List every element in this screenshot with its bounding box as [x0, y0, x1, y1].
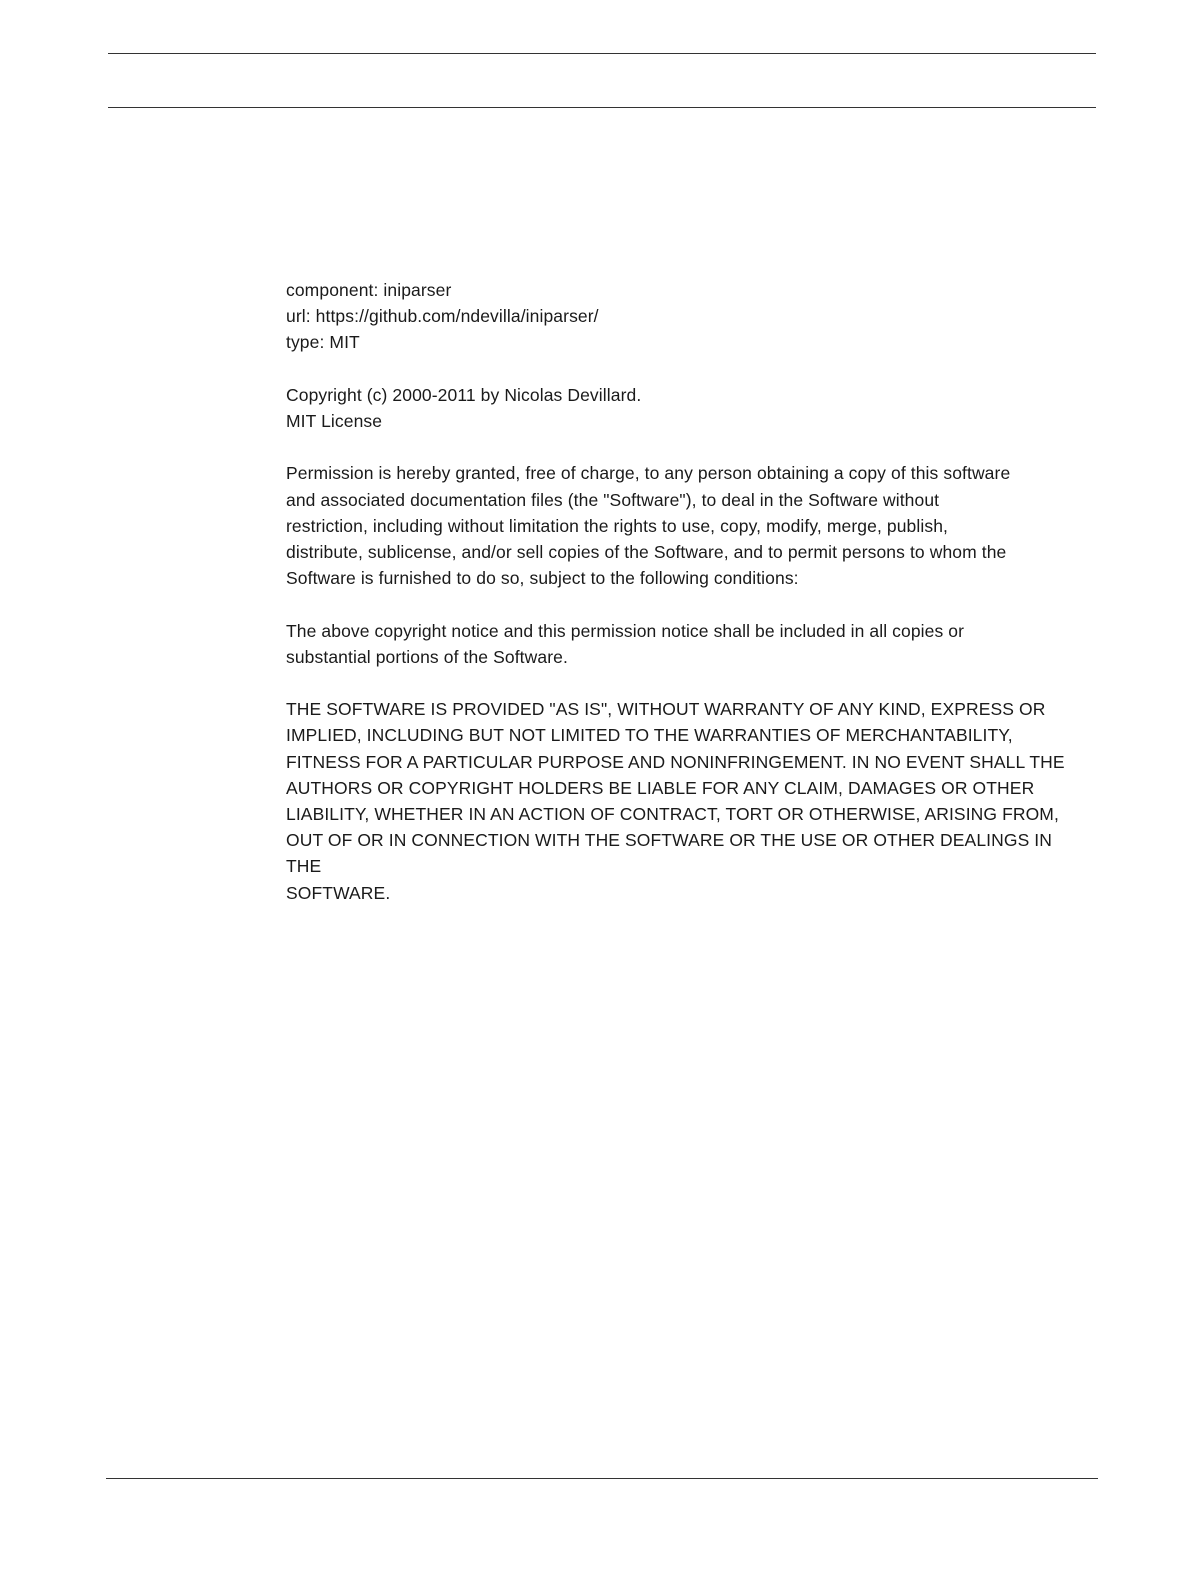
notice-line: substantial portions of the Software. [286, 646, 568, 667]
notice-paragraph [286, 618, 1086, 670]
permission-line: Software is furnished to do so, subject to the following conditions: [286, 568, 799, 589]
warranty-line: AUTHORS OR COPYRIGHT HOLDERS BE LIABLE FOR ANY CLAIM, DAMAGES OR OTHER [286, 777, 1035, 798]
permission-line: restriction, including without limitation the rights to use, copy, modify, merge, publish, [286, 515, 948, 536]
warranty-line: LIABILITY, WHETHER IN AN ACTION OF CONTRACT, TORT OR OTHERWISE, ARISING FROM, [286, 804, 1059, 824]
warranty-line: THE SOFTWARE IS PROVIDED "AS IS", WITHOUT WARRANTY OF ANY KIND, EXPRESS OR [286, 699, 1046, 720]
license-name-line: MIT License [286, 411, 383, 431]
footer-rule [106, 1478, 1098, 1479]
permission-line: distribute, sublicense, and/or sell copies of the Software, and to permit persons to whom the [286, 542, 1007, 562]
copyright-line: Copyright (c) 2000-2011 by Nicolas Devillard. [286, 384, 642, 405]
component-line: component: iniparser [286, 280, 452, 300]
type-line: type: MIT [286, 332, 360, 353]
permission-line: and associated documentation files (the "Software"), to deal in the Software without [286, 489, 940, 510]
copyright-block [286, 382, 1086, 434]
warranty-line: SOFTWARE. [286, 882, 391, 903]
url-line: url: https://github.com/ndevilla/iniparser/ [286, 306, 599, 327]
notice-line: The above copyright notice and this permission notice shall be included in all copies or [286, 620, 965, 641]
warranty-line: FITNESS FOR A PARTICULAR PURPOSE AND NONINFRINGEMENT. IN NO EVENT SHALL THE [286, 751, 1065, 772]
license-text [286, 277, 1086, 932]
header-rule-top [108, 53, 1096, 54]
warranty-line: IMPLIED, INCLUDING BUT NOT LIMITED TO THE WARRANTIES OF MERCHANTABILITY, [286, 725, 1013, 746]
warranty-line: OUT OF OR IN CONNECTION WITH THE SOFTWARE OR THE USE OR OTHER DEALINGS IN THE [286, 830, 1053, 877]
permission-line: Permission is hereby granted, free of charge, to any person obtaining a copy of this software [286, 463, 1011, 484]
permission-paragraph [286, 460, 1086, 591]
header-rule-bottom [108, 107, 1096, 108]
component-metadata [286, 277, 1086, 356]
warranty-paragraph [286, 696, 1086, 906]
